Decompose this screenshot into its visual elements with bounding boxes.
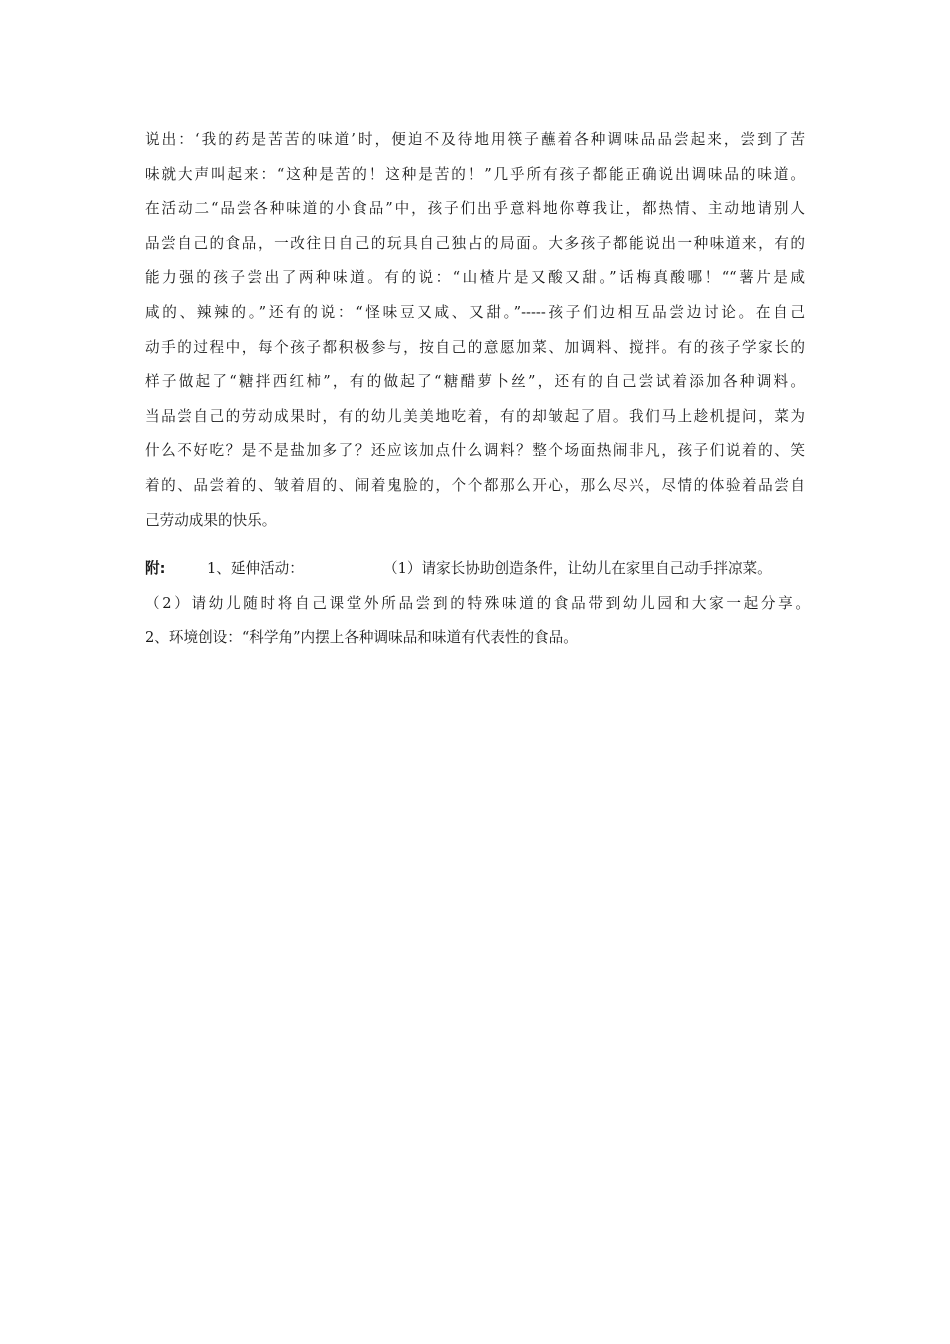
paragraph-line: 己劳动成果的快乐。 bbox=[145, 511, 277, 529]
paragraph-line: 在活动二“品尝各种味道的小食品”中，孩子们出乎意料地你尊我让，都热情、主动地请别人 bbox=[145, 200, 805, 218]
appendix-first-line bbox=[145, 552, 810, 587]
environment-setup: 2、环境创设：“科学角”内摆上各种调味品和味道有代表性的食品。 bbox=[145, 629, 578, 646]
extension-activity-label: 1、延伸活动： bbox=[207, 560, 304, 577]
paragraph-line: 什么不好吃？是不是盐加多了？还应该加点什么调料？整个场面热闹非凡，孩子们说着的、笑 bbox=[145, 442, 805, 460]
extension-item-2: （2）请幼儿随时将自己课堂外所品尝到的特殊味道的食品带到幼儿园和大家一起分享。 bbox=[145, 594, 810, 612]
paragraph-line: 说出：‘我的药是苦苦的味道’时，便迫不及待地用筷子蘸着各种调味品品尝起来，尝到了苦 bbox=[145, 131, 805, 148]
paragraph-line: 动手的过程中，每个孩子都积极参与，按自己的意愿加菜、加调料、搅拌。有的孩子学家长的 bbox=[145, 338, 805, 356]
paragraph-line: 当品尝自己的劳动成果时，有的幼儿美美地吃着，有的却皱起了眉。我们马上趁机提问，菜为 bbox=[145, 407, 805, 425]
paragraph-line: 样子做起了“糖拌西红柿”，有的做起了“糖醋萝卜丝”，还有的自己尝试着添加各种调料。 bbox=[145, 373, 805, 391]
appendix-section bbox=[145, 552, 810, 656]
extension-item-1: （1）请家长协助创造条件，让幼儿在家里自己动手拌凉菜。 bbox=[383, 560, 772, 577]
paragraph-line: 味就大声叫起来：“这种是苦的！这种是苦的！”几乎所有孩子都能正确说出调味品的味道。 bbox=[145, 165, 805, 183]
paragraph-line: 咸的、辣辣的。”还有的说：“怪味豆又咸、又甜。”-----孩子们边相互品尝边讨论。在自己 bbox=[145, 303, 805, 321]
paragraph-line: 品尝自己的食品，一改往日自己的玩具自己独占的局面。大多孩子都能说出一种味道来，有的 bbox=[145, 234, 805, 252]
paragraph-line: 着的、品尝着的、皱着眉的、闹着鬼脸的，个个都那么开心，那么尽兴，尽情的体验着品尝自 bbox=[145, 476, 805, 494]
paragraph-line: 能力强的孩子尝出了两种味道。有的说：“山楂片是又酸又甜。”话梅真酸哪！““薯片是咸 bbox=[145, 269, 805, 287]
activity-paragraph bbox=[145, 123, 805, 538]
appendix-label: 附: bbox=[145, 560, 166, 577]
